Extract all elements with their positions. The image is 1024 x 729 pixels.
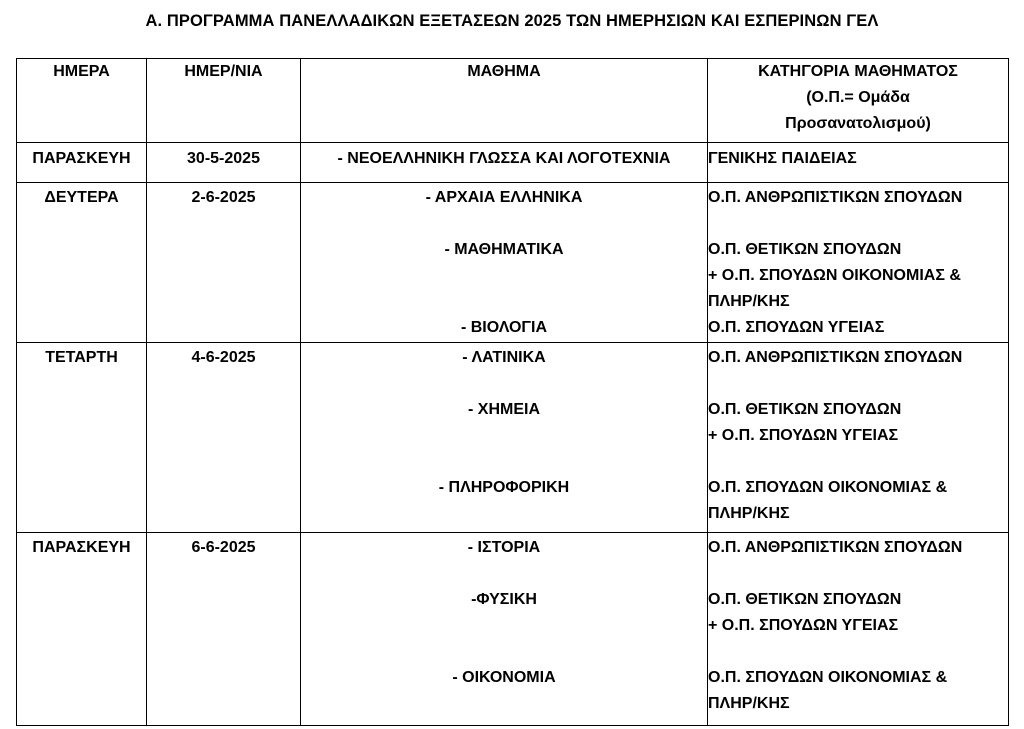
category-item: Ο.Π. ΣΠΟΥΔΩΝ ΥΓΕΙΑΣ [708, 319, 885, 336]
subject-cell [301, 143, 708, 183]
date-cell: 4-6-2025 [147, 343, 301, 533]
exam-schedule-table [16, 58, 1009, 726]
category-item: ΓΕΝΙΚΗΣ ΠΑΙΔΕΙΑΣ [708, 150, 857, 167]
subject-item: - ΛΑΤΙΝΙΚΑ [462, 349, 546, 366]
day-cell: ΔΕΥΤΕΡΑ [17, 183, 147, 343]
table-row [17, 343, 1009, 533]
category-item: Ο.Π. ΑΝΘΡΩΠΙΣΤΙΚΩΝ ΣΠΟΥΔΩΝ [708, 349, 963, 366]
day-cell: ΠΑΡΑΣΚΕΥΗ [17, 533, 147, 726]
header-category-line: ΚΑΤΗΓΟΡΙΑ ΜΑΘΗΜΑΤΟΣ [758, 63, 958, 80]
date-cell: 2-6-2025 [147, 183, 301, 343]
day-cell: ΤΕΤΑΡΤΗ [17, 343, 147, 533]
header-category-line: Προσανατολισμού) [785, 115, 931, 132]
date-cell: 30-5-2025 [147, 143, 301, 183]
page-title: Α. ΠΡΟΓΡΑΜΜΑ ΠΑΝΕΛΛΑΔΙΚΩΝ ΕΞΕΤΑΣΕΩΝ 2025 ΤΩΝ ΗΜΕΡΗΣΙΩΝ ΚΑΙ ΕΣΠΕΡΙΝΩΝ ΓΕΛ [145, 12, 879, 30]
subject-item: - ΑΡΧΑΙΑ ΕΛΛΗΝΙΚΑ [425, 189, 583, 206]
category-cell [708, 533, 1009, 726]
header-day: ΗΜΕΡΑ [17, 59, 147, 143]
category-item: Ο.Π. ΘΕΤΙΚΩΝ ΣΠΟΥΔΩΝ [708, 241, 902, 258]
category-item: ΠΛΗΡ/ΚΗΣ [708, 695, 790, 712]
subject-item: - ΒΙΟΛΟΓΙΑ [460, 319, 548, 336]
category-item: Ο.Π. ΑΝΘΡΩΠΙΣΤΙΚΩΝ ΣΠΟΥΔΩΝ [708, 539, 963, 556]
subject-cell [301, 343, 708, 533]
category-cell [708, 343, 1009, 533]
table-row [17, 183, 1009, 343]
category-item: Ο.Π. ΘΕΤΙΚΩΝ ΣΠΟΥΔΩΝ [708, 591, 902, 608]
category-item: Ο.Π. ΘΕΤΙΚΩΝ ΣΠΟΥΔΩΝ [708, 401, 902, 418]
category-cell [708, 143, 1009, 183]
category-cell [708, 183, 1009, 343]
subject-item: - ΠΛΗΡΟΦΟΡΙΚΗ [438, 479, 570, 496]
category-item: ΠΛΗΡ/ΚΗΣ [708, 505, 790, 522]
category-item: + Ο.Π. ΣΠΟΥΔΩΝ ΥΓΕΙΑΣ [708, 427, 899, 444]
header-category-line: (Ο.Π.= Ομάδα [806, 89, 910, 106]
table-row [17, 143, 1009, 183]
header-subject: ΜΑΘΗΜΑ [301, 59, 708, 143]
category-item: Ο.Π. ΣΠΟΥΔΩΝ ΟΙΚΟΝΟΜΙΑΣ & [708, 479, 948, 496]
subject-item: - ΟΙΚΟΝΟΜΙΑ [452, 669, 556, 686]
header-category [708, 59, 1009, 143]
table-row [17, 533, 1009, 726]
subject-cell [301, 183, 708, 343]
header-date: ΗΜΕΡ/ΝΙΑ [147, 59, 301, 143]
category-item: Ο.Π. ΣΠΟΥΔΩΝ ΟΙΚΟΝΟΜΙΑΣ & [708, 669, 948, 686]
category-item: Ο.Π. ΑΝΘΡΩΠΙΣΤΙΚΩΝ ΣΠΟΥΔΩΝ [708, 189, 963, 206]
subject-item: - ΙΣΤΟΡΙΑ [467, 539, 541, 556]
subject-cell [301, 533, 708, 726]
date-cell: 6-6-2025 [147, 533, 301, 726]
subject-item: - ΜΑΘΗΜΑΤΙΚΑ [444, 241, 564, 258]
subject-item: - ΧΗΜΕΙΑ [468, 401, 540, 418]
table-header-row [17, 59, 1009, 143]
category-item: + Ο.Π. ΣΠΟΥΔΩΝ ΥΓΕΙΑΣ [708, 617, 899, 634]
subject-item: - ΝΕΟΕΛΛΗΝΙΚΗ ΓΛΩΣΣΑ ΚΑΙ ΛΟΓΟΤΕΧΝΙΑ [337, 150, 671, 167]
subject-item: -ΦΥΣΙΚΗ [471, 591, 537, 608]
day-cell: ΠΑΡΑΣΚΕΥΗ [17, 143, 147, 183]
category-item: + Ο.Π. ΣΠΟΥΔΩΝ ΟΙΚΟΝΟΜΙΑΣ & [708, 267, 961, 284]
category-item: ΠΛΗΡ/ΚΗΣ [708, 293, 790, 310]
